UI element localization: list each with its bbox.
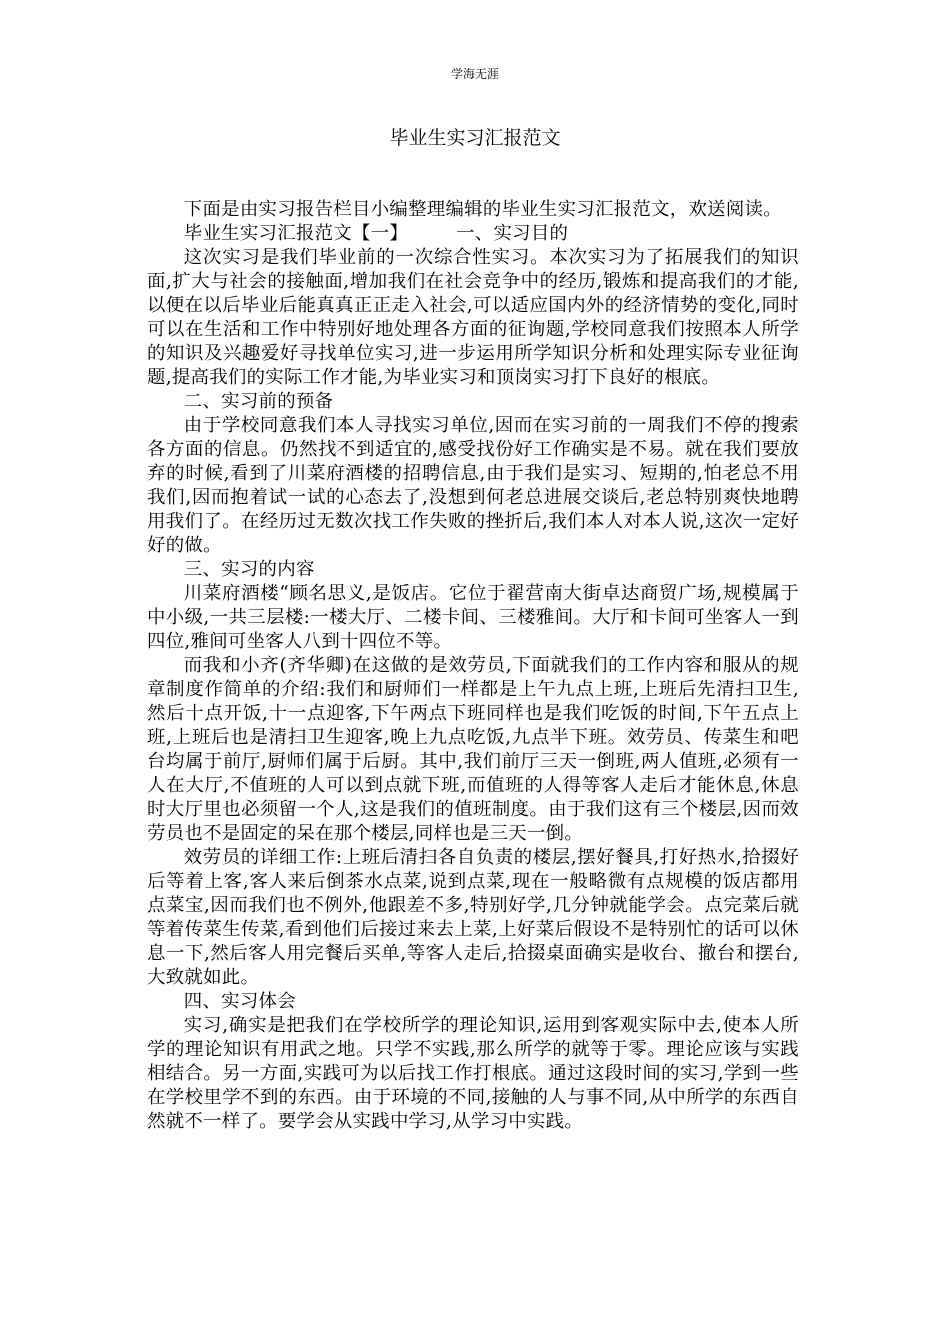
section3-paragraph-3: 效劳员的详细工作:上班后清扫各自负责的楼层,摆好餐具,打好热水,拾掇好后等着上客,客人来后倒茶水点菜,说到点菜,现在一般略微有点规模的饭店都用点菜宝,因而我们也不例外,他跟差不多,特别好学,几分钟就能学会。点完菜后就等着传菜生传菜,看到他们后接过来去上菜,上好菜后假设不是特别忙的话可以休息一下,然后客人用完餐后买单,等客人走后,拾掇桌面确实是收台、撤台和摆台,大致就如此。	[147, 847, 799, 988]
page-header: 学海无涯	[450, 67, 499, 81]
section3-paragraph-2: 而我和小齐(齐华卿)在这做的是效劳员,下面就我们的工作内容和服从的规章制度作简单的介绍:我们和厨师们一样都是上午九点上班,上班后先清扫卫生,然后十点开饭,十一点迎客,下午两点下班同样也是我们吃饭的时间,下午五点上班,上班后也是清扫卫生迎客,晚上九点吃饭,九点半下班。效劳员、传菜生和吧台均属于前厅,厨师们属于后厨。其中,我们前厅三天一倒班,两人值班,必须有一人在大厅,不值班的人可以到点就下班,而值班的人得等客人走后才能休息,休息时大厅里也必须留一个人,这是我们的值班制度。由于我们这有三个楼层,因而效劳员也不是固定的呆在那个楼层,同样也是三天一倒。	[147, 655, 799, 844]
section4-heading: 四、实习体会	[183, 991, 296, 1012]
section1-heading: 一、实习目的	[456, 223, 569, 244]
section2-paragraph: 由于学校同意我们本人寻找实习单位,因而在实习前的一周我们不停的搜索各方面的信息。仍然找不到适宜的,感受找份好工作确实是不易。就在我们要放弃的时候,看到了川菜府酒楼的招聘信息,由于我们是实习、短期的,怕老总不用我们,因而抱着试一试的心态去了,没想到何老总进展交谈后,老总特别爽快地聘用我们了。在经历过无数次找工作失败的挫折后,我们本人对本人说,这次一定好好的做。	[147, 415, 799, 556]
section3-heading: 三、实习的内容	[183, 559, 315, 580]
part-heading-line	[147, 222, 799, 246]
section2-heading: 二、实习前的预备	[183, 391, 334, 412]
section1-paragraph: 这次实习是我们毕业前的一次综合性实习。本次实习为了拓展我们的知识面,扩大与社会的接触面,增加我们在社会竞争中的经历,锻炼和提高我们的才能,以便在以后毕业后能真真正正走入社会,可以适应国内外的经济情势的变化,同时可以在生活和工作中特别好地处理各方面的征询题,学校同意我们按照本人所学的知识及兴趣爱好寻找单位实习,进一步运用所学知识分析和处理实际专业征询题,提高我们的实际工作才能,为毕业实习和顶岗实习打下良好的根底。	[147, 247, 799, 388]
section3-paragraph-1: 川菜府酒楼“顾名思义,是饭店。它位于翟营南大街卓达商贸广场,规模属于中小级,一共三层楼:一楼大厅、二楼卡间、三楼雅间。大厅和卡间可坐客人一到四位,雅间可坐客人八到十四位不等。	[147, 583, 799, 652]
section4-paragraph: 实习,确实是把我们在学校所学的理论知识,运用到客观实际中去,使本人所学的理论知识有用武之地。只学不实践,那么所学的就等于零。理论应该与实践相结合。另一方面,实践可为以后找工作打根底。通过这段时间的实习,学到一些在学校里学不到的东西。由于环境的不同,接触的人与事不同,从中所学的东西自然就不一样了。要学会从实践中学习,从学习中实践。	[147, 1015, 799, 1132]
document-title: 毕业生实习汇报范文	[389, 127, 561, 149]
document-body	[147, 198, 799, 1134]
intro-paragraph: 下面是由实习报告栏目小编整理编辑的毕业生实习汇报范文，欢送阅读。	[183, 199, 782, 220]
part-label: 毕业生实习汇报范文【一】	[183, 223, 409, 244]
